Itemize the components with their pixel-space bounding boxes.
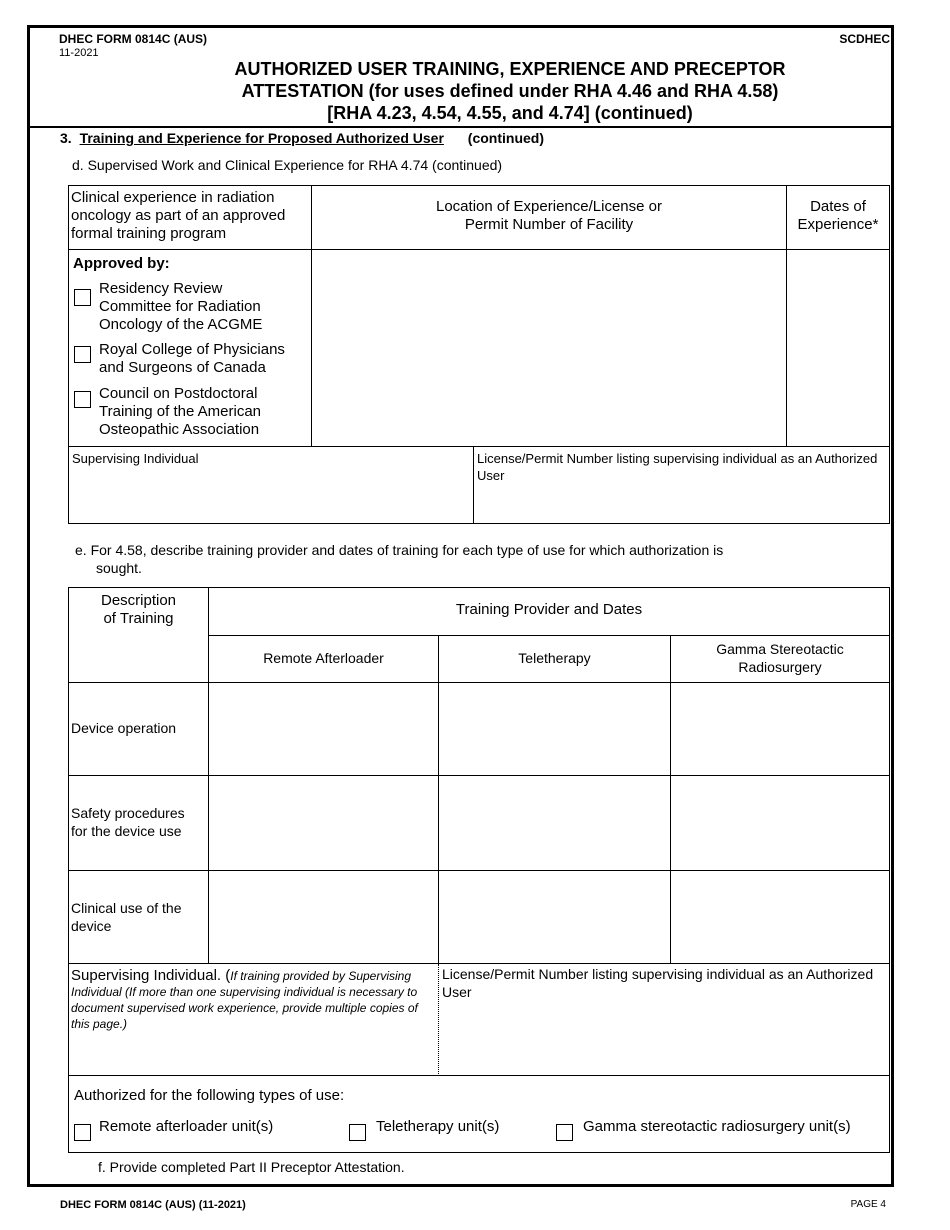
location-header-line2: Permit Number of Facility <box>464 216 634 233</box>
form-title <box>130 58 890 124</box>
checkbox-royal-college[interactable] <box>74 346 91 363</box>
supervising-individual-label: Supervising Individual <box>72 451 199 466</box>
location-input-area[interactable] <box>312 250 786 446</box>
clinical-experience-header: Clinical experience in radiation oncology as part of an approved formal training program <box>71 189 286 242</box>
form-title-line1: AUTHORIZED USER TRAINING, EXPERIENCE AND PRECEPTOR <box>234 59 786 79</box>
table-e-dotted-divider <box>438 964 439 1076</box>
authorized-for-label: Authorized for the following types of use: <box>74 1087 345 1104</box>
cell-safety-teletherapy[interactable] <box>439 776 670 870</box>
table-d-right <box>889 185 890 524</box>
table-d-top <box>68 185 890 186</box>
dates-header-line1: Dates of <box>810 198 866 215</box>
option-gamma-stereotactic: Gamma stereotactic radiosurgery unit(s) <box>583 1118 851 1135</box>
description-of-training-header <box>69 592 208 628</box>
cell-clinical-remote-afterloader[interactable] <box>209 871 438 963</box>
location-header-line1: Location of Experience/License or <box>436 198 662 215</box>
table-e-bottom <box>68 1152 890 1153</box>
location-experience-header <box>312 198 786 234</box>
supervising-individual-block <box>71 968 431 1032</box>
form-date: 11-2021 <box>59 47 99 59</box>
license-permit-field[interactable] <box>474 486 889 523</box>
column-gamma-stereotactic: Gamma Stereotactic Radiosurgery <box>716 641 844 675</box>
cell-clinical-teletherapy[interactable] <box>439 871 670 963</box>
checkbox-teletherapy[interactable] <box>349 1124 366 1141</box>
supervising-individual-field[interactable] <box>69 470 473 523</box>
checkbox-gamma-stereotactic[interactable] <box>556 1124 573 1141</box>
dates-header-line2: Experience* <box>797 216 879 233</box>
table-d-body-bottom <box>68 446 890 447</box>
option-osteopathic: Council on Postdoctoral Training of the American Osteopathic Association <box>99 385 262 438</box>
header-divider <box>30 126 891 128</box>
section-number: 3. <box>60 130 72 146</box>
part-e-label-line1: e. For 4.58, describe training provider and dates of training for each type of use for which authorization is <box>75 542 724 558</box>
cell-clinical-gamma[interactable] <box>671 871 889 963</box>
part-d-label: d. Supervised Work and Clinical Experience for RHA 4.74 (continued) <box>72 157 503 173</box>
section-heading <box>60 129 544 147</box>
table-e-supervisor-bottom <box>68 1075 890 1076</box>
page-number: PAGE 4 <box>850 1199 886 1210</box>
cell-device-operation-teletherapy[interactable] <box>439 683 670 775</box>
table-e-top <box>68 587 890 588</box>
option-teletherapy: Teletherapy unit(s) <box>376 1118 500 1135</box>
agency-name: SCDHEC <box>839 32 890 46</box>
training-provider-header: Training Provider and Dates <box>455 601 643 618</box>
license-permit-label: License/Permit Number listing supervising individual as an Authorized User <box>477 451 878 483</box>
checkbox-osteopathic[interactable] <box>74 391 91 408</box>
form-title-line3: [RHA 4.23, 4.54, 4.55, and 4.74] (continued) <box>327 103 693 123</box>
cell-safety-gamma[interactable] <box>671 776 889 870</box>
option-royal-college: Royal College of Physicians and Surgeons of Canada <box>99 341 285 376</box>
column-remote-afterloader: Remote Afterloader <box>263 650 384 666</box>
supervising-individual-label-e: Supervising Individual. ( <box>71 967 231 984</box>
supervising-individual-note: If training provided by Supervising Individual (If more than one supervising individual is necessary to document supervised work experience, provide multiple copies of this page.) <box>71 969 418 1031</box>
section-title: Training and Experience for Proposed Authorized User <box>79 130 444 146</box>
checkbox-acgme[interactable] <box>74 289 91 306</box>
row-safety-procedures: Safety procedures for the device use <box>71 805 185 839</box>
row-clinical-use: Clinical use of the device <box>71 900 182 934</box>
part-e-label <box>75 541 875 577</box>
license-permit-field-e[interactable] <box>440 1003 888 1074</box>
row-device-operation: Device operation <box>71 720 177 736</box>
description-header-line1: Description <box>100 592 177 609</box>
table-e-row3-bottom <box>68 963 890 964</box>
dates-input-area[interactable] <box>787 250 889 446</box>
part-f-label: f. Provide completed Part II Preceptor Attestation. <box>98 1159 405 1175</box>
approved-by-label: Approved by: <box>73 255 170 272</box>
table-d-bottom <box>68 523 890 524</box>
column-teletherapy: Teletherapy <box>518 650 591 666</box>
part-e-label-line2: sought. <box>96 560 142 576</box>
option-remote-afterloader: Remote afterloader unit(s) <box>99 1118 274 1135</box>
form-title-line2: ATTESTATION (for uses defined under RHA 4.46 and RHA 4.58) <box>241 81 779 101</box>
footer-form-ref: DHEC FORM 0814C (AUS) (11-2021) <box>60 1199 246 1211</box>
dates-experience-header <box>787 198 889 234</box>
cell-safety-remote-afterloader[interactable] <box>209 776 438 870</box>
cell-device-operation-gamma[interactable] <box>671 683 889 775</box>
table-e-provider-bottom <box>208 635 890 636</box>
checkbox-remote-afterloader[interactable] <box>74 1124 91 1141</box>
license-permit-label-e: License/Permit Number listing supervising individual as an Authorized User <box>442 966 874 1000</box>
option-acgme: Residency Review Committee for Radiation Oncology of the ACGME <box>99 280 263 333</box>
supervising-individual-field-e[interactable] <box>69 1040 437 1074</box>
table-e-right <box>889 587 890 1153</box>
section-title-suffix: (continued) <box>467 130 545 146</box>
form-id: DHEC FORM 0814C (AUS) <box>59 32 208 46</box>
cell-device-operation-remote-afterloader[interactable] <box>209 683 438 775</box>
description-header-line2: of Training <box>103 610 174 627</box>
